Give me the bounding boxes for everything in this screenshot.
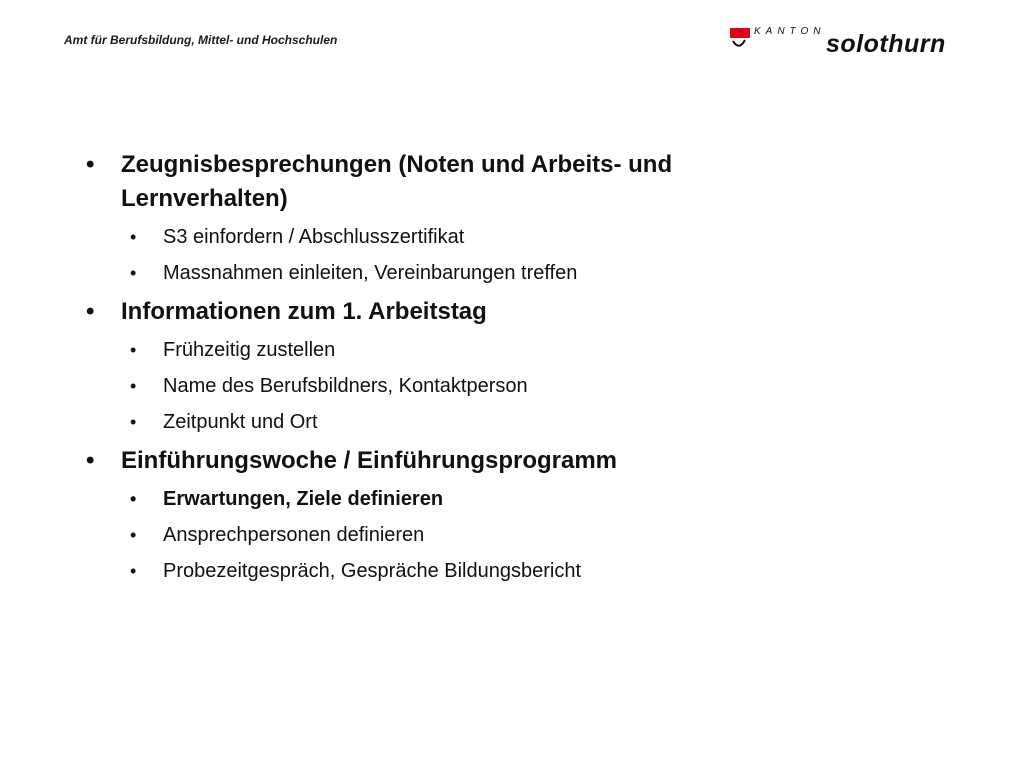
- list-item: [86, 404, 806, 440]
- bullet-icon: •: [130, 227, 137, 247]
- department-header: Amt für Berufsbildung, Mittel- und Hochschulen: [64, 33, 338, 47]
- bullet-icon: •: [86, 298, 95, 325]
- bullet-icon: •: [130, 489, 137, 509]
- section-title: Informationen zum 1. Arbeitstag: [121, 298, 487, 325]
- section-title: Zeugnisbesprechungen (Noten und Arbeits- und Lernverhalten): [121, 151, 673, 212]
- section-items-3: [86, 481, 806, 589]
- list-item-text: Frühzeitig zustellen: [163, 339, 336, 361]
- list-item: [86, 368, 806, 404]
- logo-curve-icon: [732, 39, 746, 49]
- bullet-icon: •: [130, 376, 137, 396]
- list-item: [86, 332, 806, 368]
- list-item-text: Ansprechpersonen definieren: [163, 524, 425, 546]
- list-item-text: Probezeitgespräch, Gespräche Bildungsbericht: [163, 560, 582, 582]
- bullet-icon: •: [130, 412, 137, 432]
- section-heading-1: [86, 148, 806, 216]
- bullet-icon: •: [86, 151, 95, 178]
- list-item: [86, 481, 806, 517]
- bullet-content: [86, 148, 806, 593]
- logo-solothurn-text: solothurn: [826, 30, 946, 58]
- list-item: [86, 517, 806, 553]
- list-item: [86, 255, 806, 291]
- kanton-solothurn-logo: [730, 24, 980, 60]
- list-item: [86, 553, 806, 589]
- bullet-icon: •: [130, 525, 137, 545]
- section-heading-2: [86, 295, 806, 329]
- section-heading-3: [86, 444, 806, 478]
- bullet-icon: •: [130, 340, 137, 360]
- list-item-text: S3 einfordern / Abschlusszertifikat: [163, 226, 465, 248]
- logo-kanton-text: KANTON: [754, 26, 826, 37]
- list-item-text: Name des Berufsbildners, Kontaktperson: [163, 375, 528, 397]
- section-items-2: [86, 332, 806, 440]
- bullet-icon: •: [130, 561, 137, 581]
- bullet-icon: •: [130, 263, 137, 283]
- bullet-icon: •: [86, 447, 95, 474]
- section-title: Einführungswoche / Einführungsprogramm: [121, 447, 618, 474]
- list-item-text: Erwartungen, Ziele definieren: [163, 488, 444, 510]
- section-items-1: [86, 219, 806, 291]
- list-item-text: Zeitpunkt und Ort: [163, 411, 318, 433]
- logo-red-flag: [730, 28, 750, 38]
- list-item-text: Massnahmen einleiten, Vereinbarungen treffen: [163, 262, 578, 284]
- list-item: [86, 219, 806, 255]
